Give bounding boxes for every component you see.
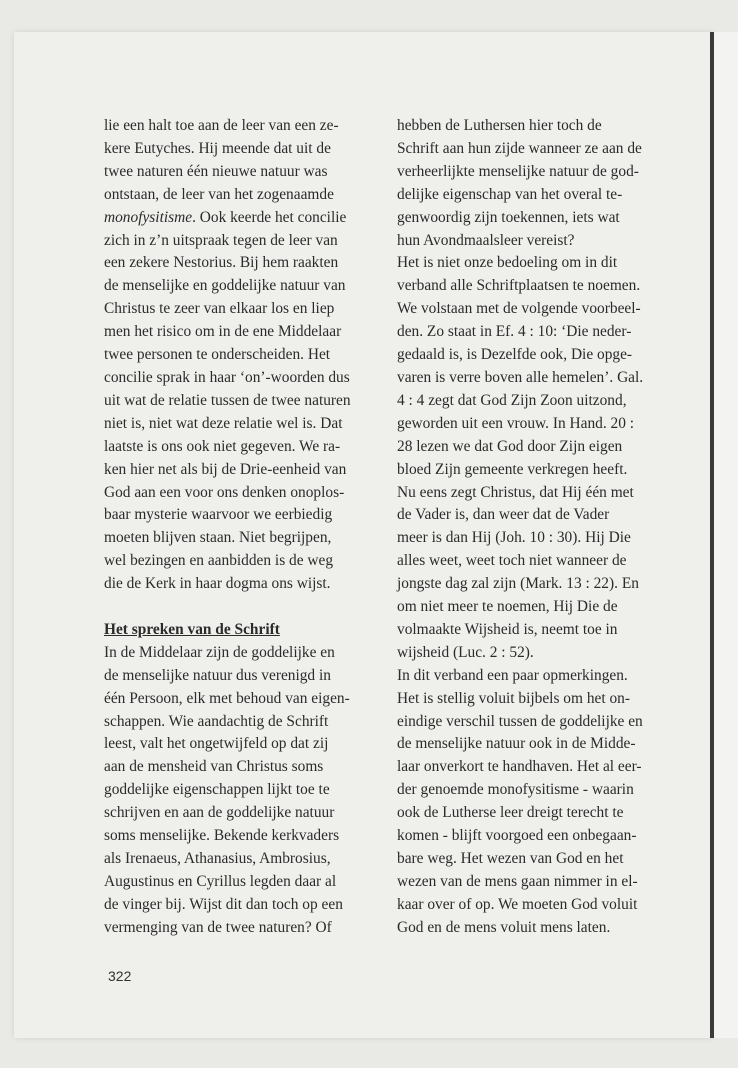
- text-line: kaar over of op. We moeten God voluit: [397, 895, 638, 913]
- text-line: In de Middelaar zijn de goddelijke en: [104, 643, 335, 661]
- text-line: leest, valt het ongetwijfeld op dat zij: [104, 735, 329, 753]
- text-line: verband alle Schriftplaatsen te noemen.: [397, 277, 641, 295]
- text-line: de vinger bij. Wijst dit dan toch op een: [104, 895, 343, 913]
- text-line: schrijven en aan de goddelijke natuur: [104, 804, 335, 822]
- text-line: de Vader is, dan weer dat de Vader: [397, 506, 610, 524]
- text-line: jongste dag zal zijn (Mark. 13 : 22). En: [397, 575, 639, 593]
- text-line: genwoordig zijn toekennen, iets wat: [397, 208, 620, 226]
- text-line: men het risico om in de ene Middelaar: [104, 323, 342, 341]
- text-line: om niet meer te noemen, Hij Die de: [397, 598, 618, 616]
- text-line: verheerlijkte menselijke natuur de god-: [397, 162, 639, 180]
- text-line: komen - blijft voorgoed een onbegaan-: [397, 827, 637, 845]
- italic-term: monofysitisme: [104, 208, 193, 226]
- text-line: baar mysterie waarvoor we eerbiedig: [104, 506, 333, 524]
- text-line: Nu eens zegt Christus, dat Hij één met: [397, 483, 634, 501]
- text-line: geworden uit een vrouw. In Hand. 20 :: [397, 414, 635, 432]
- text-line: Christus te zeer van elkaar los en liep: [104, 300, 335, 318]
- text-line: niet is, niet wat deze relatie wel is. Dat: [104, 414, 343, 432]
- text-line: In dit verband een paar opmerkingen.: [397, 666, 628, 684]
- text-line: wezen van de mens gaan nimmer in el-: [397, 872, 638, 890]
- text-line: wel bezingen en aanbidden is de weg: [104, 552, 334, 570]
- text-line: den. Zo staat in Ef. 4 : 10: ‘Die neder-: [397, 323, 632, 341]
- text-line: varen is verre boven alle hemelen’. Gal.: [397, 368, 644, 386]
- text-line: Schrift aan hun zijde wanneer ze aan de: [397, 139, 642, 157]
- page-number: 322: [108, 968, 132, 984]
- text-line: Augustinus en Cyrillus legden daar al: [104, 872, 337, 890]
- text-line: bare weg. Het wezen van God en het: [397, 850, 624, 867]
- text-line: als Irenaeus, Athanasius, Ambrosius,: [104, 849, 331, 867]
- text-line: aan de mensheid van Christus soms: [104, 758, 324, 776]
- text-line: hebben de Luthersen hier toch de: [397, 117, 602, 134]
- text-line: Het is niet onze bedoeling om in dit: [397, 254, 618, 272]
- text-line: de menselijke natuur dus verenigd in: [104, 666, 331, 684]
- text-line: moeten blijven staan. Niet begrijpen,: [104, 529, 332, 547]
- text-line: soms menselijke. Bekende kerkvaders: [104, 827, 340, 845]
- text-line: laar onverkort te handhaven. Het al eer-: [397, 758, 642, 776]
- text-line: wijsheid (Luc. 2 : 52).: [397, 643, 534, 661]
- text-line-rest: . Ook keerde het concilie: [192, 208, 347, 226]
- text-line: gedaald is, is Dezelfde ook, Die opge-: [397, 346, 633, 364]
- text-line: lie een halt toe aan de leer van een ze-: [104, 117, 339, 134]
- text-line: ontstaan, de leer van het zogenaamde: [104, 185, 334, 203]
- text-line: die de Kerk in haar dogma ons wijst.: [104, 575, 331, 593]
- text-line: goddelijke eigenschappen lijkt toe te: [104, 781, 330, 799]
- text-line: de menselijke en goddelijke natuur van: [104, 277, 346, 295]
- text-line-italic-term: [104, 207, 374, 230]
- text-line: alles weet, weet toch niet wanneer de: [397, 552, 627, 570]
- left-column: [104, 115, 374, 940]
- section-heading: Het spreken van de Schrift: [104, 620, 280, 638]
- left-paragraph-2: [104, 642, 374, 940]
- text-line: uit wat de relatie tussen de twee naturen: [104, 391, 351, 409]
- text-line: concilie sprak in haar ‘on’-woorden dus: [104, 368, 350, 386]
- text-line: 28 lezen we dat God door Zijn eigen: [397, 437, 623, 455]
- text-line: der genoemde monofysitisme - waarin: [397, 781, 634, 799]
- text-line: Het is stellig voluit bijbels om het on-: [397, 689, 630, 707]
- text-line: God aan een voor ons denken onoplos-: [104, 483, 345, 501]
- text-line: volmaakte Wijsheid is, neemt toe in: [397, 620, 618, 638]
- text-line: één Persoon, elk met behoud van eigen-: [104, 689, 350, 707]
- text-line: zich in z’n uitspraak tegen de leer van: [104, 231, 338, 249]
- left-paragraph-1: [104, 115, 374, 596]
- text-line: twee naturen één nieuwe natuur was: [104, 162, 328, 180]
- text-line: 4 : 4 zegt dat God Zijn Zoon uitzond,: [397, 391, 627, 409]
- text-line: hun Avondmaalsleer vereist?: [397, 231, 575, 249]
- facing-page-edge: [714, 32, 738, 1038]
- text-line: God en de mens voluit mens laten.: [397, 918, 611, 936]
- text-line: We volstaan met de volgende voorbeel-: [397, 300, 641, 318]
- text-line: de menselijke natuur ook in de Midde-: [397, 735, 636, 753]
- text-line: vermenging van de twee naturen? Of: [104, 918, 332, 936]
- right-column: [397, 115, 667, 940]
- text-line: eindige verschil tussen de goddelijke en: [397, 712, 643, 730]
- text-line: schappen. Wie aandachtig de Schrift: [104, 712, 329, 730]
- text-line: kere Eutyches. Hij meende dat uit de: [104, 139, 331, 157]
- text-line: meer is dan Hij (Joh. 10 : 30). Hij Die: [397, 529, 631, 547]
- text-line: twee personen te onderscheiden. Het: [104, 346, 331, 364]
- text-line: laatste is ons ook niet gegeven. We ra-: [104, 437, 341, 455]
- text-line: bloed Zijn gemeente verkregen heeft.: [397, 460, 628, 478]
- text-line: een zekere Nestorius. Bij hem raakten: [104, 254, 339, 272]
- text-line: ook de Lutherse leer dreigt terecht te: [397, 804, 624, 822]
- text-line: ken hier net als bij de Drie-eenheid van: [104, 460, 347, 478]
- right-paragraph: [397, 115, 667, 940]
- text-line: delijke eigenschap van het overal te-: [397, 185, 623, 203]
